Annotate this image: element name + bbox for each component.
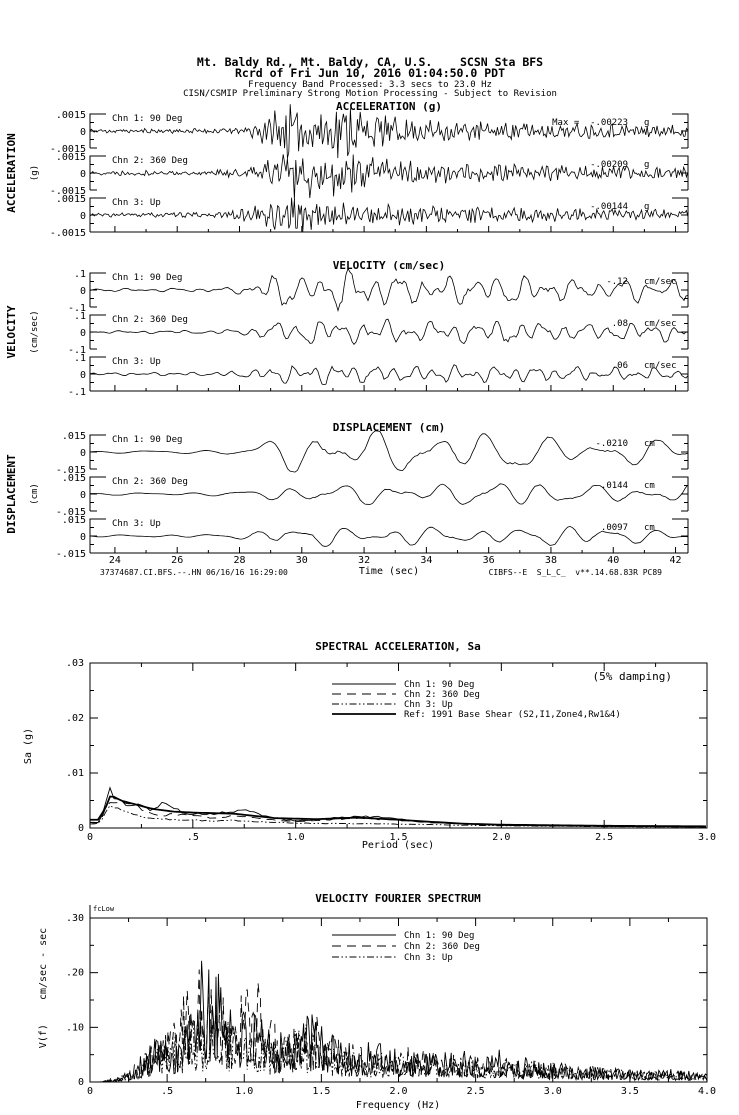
y-tick-label: .30 (65, 913, 84, 924)
header-station-title: Mt. Baldy Rd., Mt. Baldy, CA, U.S. SCSN Sta BFS (196, 55, 544, 69)
ytick-label: -.0015 (49, 228, 86, 239)
displacement-side-label: DISPLACEMENT (5, 454, 18, 534)
velocity-ch3-trace (90, 365, 688, 385)
ytick-label: .015 (61, 473, 86, 484)
ytick-label: -.015 (55, 549, 86, 560)
ytick-label: .0015 (55, 152, 86, 163)
max-unit: cm/sec (644, 319, 677, 329)
ytick-label: 0 (79, 448, 86, 459)
damping-annotation: (5% damping) (592, 670, 672, 683)
max-value: -.00144 (590, 202, 628, 212)
ytick-label: .1 (73, 311, 86, 322)
fs-legend-label: Chn 3: Up (404, 953, 453, 963)
ytick-label: 0 (79, 532, 86, 543)
time-series-figure (50, 104, 688, 566)
time-tick-label: 26 (171, 555, 184, 566)
sa-legend-label: Ref: 1991 Base Shear (S2,I1,Zone4,Rw1&4) (404, 710, 621, 720)
time-axis-label: Time (sec) (358, 566, 420, 577)
ytick-label: 0 (79, 211, 86, 222)
x-tick-label: 3.0 (697, 832, 717, 843)
header-band-processed: Frequency Band Processed: 3.3 secs to 23.0 Hz (248, 80, 492, 90)
header-disclaimer: CISN/CSMIP Preliminary Strong Motion Processing - Subject to Revision (183, 89, 557, 99)
ytick-label: 0 (79, 328, 86, 339)
ytick-label: 0 (79, 286, 86, 297)
channel-label: Chn 3: Up (112, 198, 161, 208)
ytick-label: .0015 (55, 194, 86, 205)
y-tick-label: .01 (65, 768, 84, 779)
ytick-label: -.1 (67, 303, 86, 314)
fs-legend-label: Chn 2: 360 Deg (404, 942, 480, 952)
ytick-label: -.0015 (49, 144, 86, 155)
x-tick-label: 1.0 (235, 1086, 254, 1097)
header-record-time: Rcrd of Fri Jun 10, 2016 01:04:50.0 PDT (234, 66, 506, 80)
ytick-label: 0 (79, 127, 86, 138)
channel-label: Chn 3: Up (112, 519, 161, 529)
max-unit: g (644, 202, 650, 212)
sa-legend-label: Chn 1: 90 Deg (404, 680, 475, 690)
sa-x-axis-label: Period (sec) (361, 840, 435, 851)
max-value: -.00209 (590, 160, 628, 170)
x-tick-label: 2.5 (466, 1086, 485, 1097)
channel-label: Chn 2: 360 Deg (112, 477, 188, 487)
x-tick-label: 1.0 (286, 832, 305, 843)
fs-legend-label: Chn 1: 90 Deg (404, 931, 475, 941)
record-id-footer: 37374687.CI.BFS.--.HN 06/16/16 16:29:00 (100, 568, 288, 577)
max-unit: cm/sec (644, 361, 677, 371)
y-tick-label: 0 (77, 1077, 84, 1088)
max-value: .06 (611, 361, 628, 371)
time-tick-label: 42 (669, 555, 682, 566)
fourier-y-axis-label: V(f) cm/sec - sec (38, 927, 49, 1049)
velocity-title: VELOCITY (cm/sec) (332, 259, 446, 272)
max-value: -.12 (606, 277, 628, 287)
velocity-side-label: VELOCITY (5, 305, 18, 359)
ytick-label: 0 (79, 370, 86, 381)
displacement-time-axis (90, 547, 688, 553)
displacement-title: DISPLACEMENT (cm) (332, 421, 446, 434)
max-unit: g (644, 160, 650, 170)
acceleration-side-unit: (g) (30, 164, 40, 182)
acceleration-side-label: ACCELERATION (5, 133, 18, 213)
x-tick-label: 2.0 (492, 832, 511, 843)
sa-y-axis-label: Sa (g) (23, 727, 34, 765)
station-code-footer: CIBFS--E S_L_C_ v**.14.68.83R PC89 (488, 568, 662, 577)
time-tick-label: 30 (295, 555, 308, 566)
x-tick-label: 3.5 (620, 1086, 639, 1097)
time-tick-label: 34 (420, 555, 433, 566)
y-tick-label: .20 (65, 967, 84, 979)
ytick-label: -.015 (55, 507, 86, 518)
channel-label: Chn 1: 90 Deg (112, 273, 183, 283)
time-tick-label: 24 (108, 555, 121, 566)
time-tick-label: 32 (358, 555, 371, 566)
max-value: .08 (611, 319, 628, 329)
acceleration-time-axis (90, 226, 688, 232)
channel-label: Chn 2: 360 Deg (112, 156, 188, 166)
fourier-x-axis-label: Frequency (Hz) (355, 1100, 441, 1111)
fourier-title: VELOCITY FOURIER SPECTRUM (315, 892, 481, 905)
channel-label: Chn 1: 90 Deg (112, 435, 183, 445)
max-unit: cm (644, 481, 655, 491)
max-value: Max = -.00223 (552, 118, 628, 128)
ytick-label: .015 (61, 515, 86, 526)
sa-legend-label: Chn 3: Up (404, 700, 453, 710)
sa-frame (90, 663, 707, 828)
max-value: .0144 (600, 481, 628, 491)
max-unit: cm (644, 523, 655, 533)
max-unit: g (644, 118, 650, 128)
sa-legend-label: Chn 2: 360 Deg (404, 690, 480, 700)
ytick-label: 0 (79, 490, 86, 501)
ytick-label: .015 (61, 431, 86, 442)
max-unit: cm (644, 439, 655, 449)
y-tick-label: 0 (77, 823, 84, 834)
fourier-spectrum-figure (66, 905, 716, 1097)
ytick-label: -.1 (67, 387, 86, 398)
y-tick-label: .02 (65, 713, 84, 724)
channel-label: Chn 3: Up (112, 357, 161, 367)
time-tick-label: 36 (482, 555, 495, 566)
max-value: -.0210 (595, 439, 628, 449)
acceleration-title: ACCELERATION (g) (336, 100, 442, 113)
x-tick-label: 0 (86, 1086, 94, 1097)
spectral-acceleration-figure (66, 658, 716, 843)
velocity-time-axis (90, 385, 688, 391)
ytick-label: .0015 (55, 110, 86, 121)
ytick-label: 0 (79, 169, 86, 180)
ytick-label: -.0015 (49, 186, 86, 197)
velocity-side-unit: (cm/sec) (30, 310, 40, 354)
fc-low-corner-label: fcLow (93, 905, 115, 913)
y-tick-label: .10 (65, 1022, 84, 1034)
channel-label: Chn 2: 360 Deg (112, 315, 188, 325)
y-tick-label: .03 (65, 658, 84, 669)
x-tick-label: .5 (186, 832, 199, 843)
x-tick-label: 2.0 (389, 1086, 408, 1097)
x-tick-label: 1.5 (389, 832, 408, 843)
x-tick-label: 1.5 (312, 1086, 331, 1097)
channel-label: Chn 1: 90 Deg (112, 114, 183, 124)
x-tick-label: 2.5 (595, 832, 614, 843)
max-value: .0097 (600, 523, 628, 533)
ytick-label: .1 (73, 353, 86, 364)
displacement-side-unit: (cm) (30, 483, 40, 505)
x-tick-label: 3.0 (543, 1086, 562, 1097)
fs-series-1 (90, 961, 707, 1082)
x-tick-label: .5 (161, 1086, 174, 1097)
displacement-ch3-trace (90, 526, 688, 546)
ytick-label: -.015 (55, 465, 86, 476)
x-tick-label: 0 (86, 832, 94, 843)
x-tick-label: 4.0 (697, 1086, 717, 1097)
time-tick-label: 40 (607, 555, 620, 566)
time-tick-label: 38 (544, 555, 557, 566)
time-tick-label: 28 (233, 555, 246, 566)
sa-title: SPECTRAL ACCELERATION, Sa (315, 640, 481, 653)
max-unit: cm/sec (644, 277, 677, 287)
ytick-label: -.1 (67, 345, 86, 356)
ytick-label: .1 (73, 269, 86, 280)
